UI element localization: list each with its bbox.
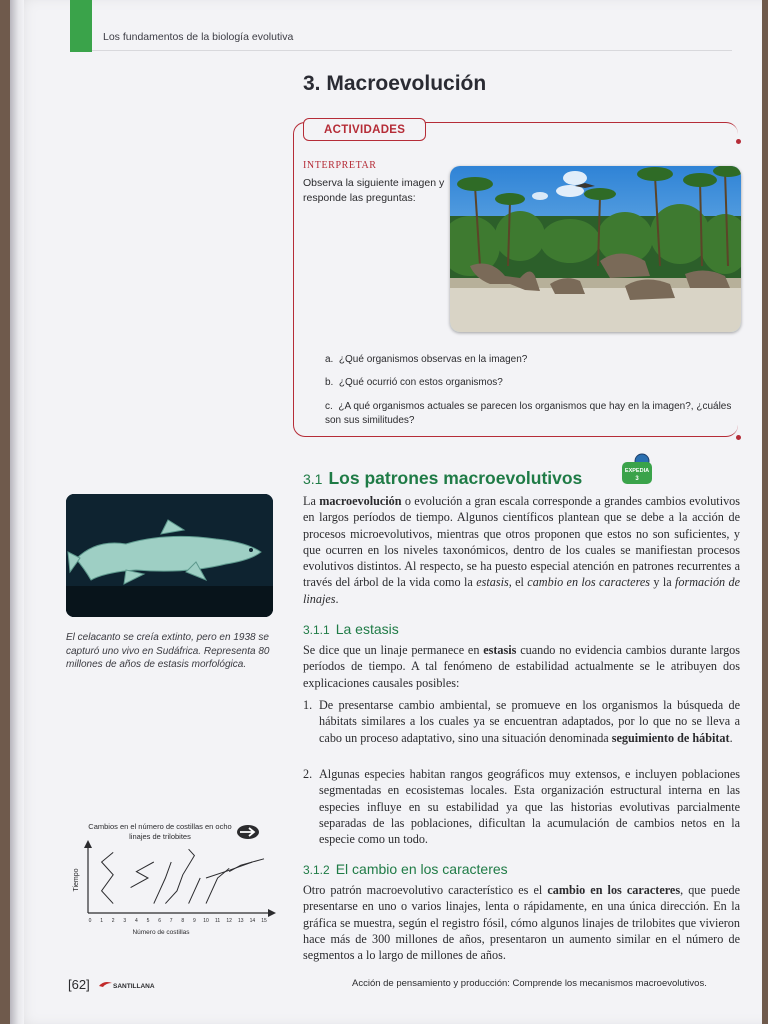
box-dot — [736, 435, 741, 440]
x-tick-label: 13 — [238, 918, 244, 924]
x-tick-labels — [89, 918, 267, 924]
question-b: b. ¿Qué ocurrió con estos organismos? — [325, 377, 503, 388]
estasis-heading: 3.1.1 La estasis — [303, 621, 399, 637]
box-dot — [736, 139, 741, 144]
badge-label: EXPEDIA — [624, 468, 650, 474]
publisher-logo-text: SANTILLANA — [113, 983, 155, 990]
x-tick-label: 8 — [181, 918, 185, 924]
chapter-tab — [70, 0, 92, 52]
x-tick-label: 10 — [203, 918, 209, 924]
x-tick-label: 5 — [146, 918, 150, 924]
x-tick-label: 2 — [111, 918, 115, 924]
x-tick-label: 1 — [100, 918, 103, 924]
chart-series-group — [102, 849, 264, 903]
x-tick-label: 14 — [249, 918, 256, 924]
x-arrow — [268, 909, 276, 917]
x-tick-label: 3 — [123, 918, 127, 924]
section-title: 3. Macroevolución — [303, 72, 487, 95]
question-c: c. ¿A qué organismos actuales se parecen los organismos que hay en la imagen?, ¿cuáles son sus similitudes? — [325, 401, 732, 426]
x-axis-label: Número de costillas — [132, 929, 190, 936]
lineage-line-5 — [189, 878, 201, 904]
x-tick-label: 11 — [214, 918, 221, 924]
skill-label: INTERPRETAR — [303, 160, 377, 171]
lineage-line-2 — [131, 862, 154, 888]
coelacanth-image — [66, 494, 273, 617]
cambio-paragraph: Otro patrón macroevolutivo característico es el cambio en los caracteres, que puede presentarse en uno o varios linajes, lenta o rápidamente, en una única dirección. En la gráfica se muestra, según el registro fósil, cómo algunos linajes de trilobites que vivieron hace más de 300 millones de años, presentaron un aumento similar en el número de segmentos a lo largo de millones de años. — [303, 883, 740, 963]
expedia-badge[interactable] — [620, 452, 656, 493]
intro-paragraph: La macroevolución o evolución a gran escala corresponde a grandes cambios evolutivos en largos períodos de tiempo. Algunos científicos plantean que se debe a la acción de procesos microevolutivos, mientras que otros proponen que estos no son suficientes, y que ocurren en los niveles taxonómicos, dentro de los cuales se manifiestan procesos evolutivos distintos. Al respecto, se ha puesto especial atención en patrones recurrentes a través del árbol de la vida como la estasis, el cambio en los caracteres y la formación de linajes. — [303, 494, 741, 606]
activity-instruction: Observa la siguiente imagen y responde las preguntas: — [303, 177, 445, 204]
publisher-logo — [98, 980, 158, 992]
x-tick-label: 4 — [135, 918, 138, 924]
estasis-item-1: 1. De presentarse cambio ambiental, se promueve en los organismos la búsqueda de hábitats similares a los cuales ya se encuentran adaptados, por lo que no se lleva a cabo un proceso adaptativo, sino una situación denominada seguimiento de hábitat. — [303, 698, 740, 745]
header-rule — [92, 50, 732, 51]
x-tick-label: 0 — [88, 918, 92, 924]
chart-title: Cambios en el número de costillas en ocho linajes de trilobites — [88, 822, 232, 841]
dinosaur-scene-image — [450, 166, 741, 332]
lineage-line-4 — [165, 849, 194, 903]
x-tick-label: 7 — [169, 918, 173, 924]
estasis-paragraph: Se dice que un linaje permanece en estasis cuando no evidencia cambios durante largos períodos de tiempo. A tal fenómeno de estabilidad actualmente se le atribuyen dos explicaciones causales posibles: — [303, 643, 740, 690]
cambio-heading: 3.1.2 El cambio en los caracteres — [303, 861, 508, 877]
lineage-line-1 — [102, 852, 114, 903]
y-arrow — [84, 840, 92, 848]
x-tick-label: 12 — [226, 918, 232, 924]
question-a: a. ¿Qué organismos observas en la imagen? — [325, 354, 528, 365]
x-tick-label: 6 — [158, 918, 161, 924]
page-number: [62] — [68, 977, 90, 992]
x-tick-label: 15 — [261, 918, 267, 924]
lineage-line-3 — [154, 862, 171, 904]
footer-note: Acción de pensamiento y producción: Comprende los mecanismos macroevolutivos. — [352, 978, 707, 989]
subsection-title: 3.1 Los patrones macroevolutivos — [303, 468, 583, 488]
x-tick-label: 9 — [193, 918, 196, 924]
arrow-icon — [236, 824, 260, 840]
lineage-line-8 — [229, 859, 264, 872]
coelacanth-caption: El celacanto se creía extinto, pero en 1938 se capturó uno vivo en Sudáfrica. Representa 80 millones de años de estasis morfológica. — [66, 632, 270, 670]
activities-label: ACTIVIDADES — [303, 118, 426, 141]
trilobite-chart — [66, 838, 286, 938]
estasis-item-2: 2. Algunas especies habitan rangos geográficos muy extensos, e incluyen poblaciones segmentadas en ecosistemas locales. Esta organización estructural interna en las especies influye en su estabilidad ya que las historias evolutivas parcialmente separadas de las poblaciones, dificultan la acumulación de cambios netos en la especie como un todo. — [303, 767, 740, 847]
y-axis-label: Tiempo — [73, 868, 80, 892]
badge-number: 3 — [635, 476, 639, 482]
page-curl — [10, 0, 24, 1024]
running-head: Los fundamentos de la biología evolutiva — [103, 31, 294, 43]
